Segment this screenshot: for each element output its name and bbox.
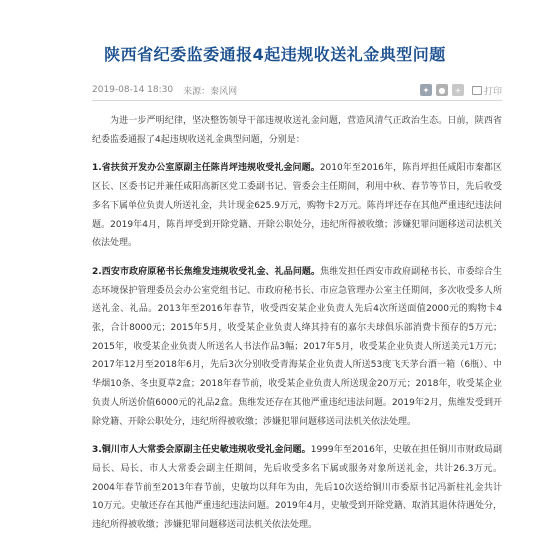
article-source: 来源：秦风网 bbox=[183, 86, 238, 97]
case-body-1: 2010年至2016年，陈肖坪担任咸阳市秦都区区长、区委书记并兼任咸阳高新区党工委副书记、管委会主任期间，利用中秋、春节等节日，先后收受多名下属单位负责人所送礼金，共计现金625.9万元，购物卡2万元。陈肖坪还存在其他严重违纪违法问题。2019年4月，陈肖坪受到开除党籍、开除公职处分，违纪所得被收缴；涉嫌犯罪问题移送司法机关依法处理。 bbox=[92, 163, 503, 249]
article-intro: 为进一步严明纪律，坚决整饬领导干部违规收送礼金问题，营造风清气正政治生态。日前，陕西省纪委监委通报了4起违规收送礼金典型问题，分别是： bbox=[92, 116, 502, 145]
share-toolbar bbox=[420, 84, 502, 97]
case-heading-2: 2.西安市政府原秘书长焦维发违规收受礼金、礼品问题。 bbox=[92, 266, 321, 277]
article-body bbox=[92, 112, 502, 545]
header-divider bbox=[92, 100, 502, 101]
article-meta bbox=[92, 80, 502, 100]
case-paragraph-2 bbox=[92, 263, 502, 431]
print-button[interactable] bbox=[472, 84, 502, 97]
print-label: 打印 bbox=[483, 86, 502, 97]
case-paragraph-3 bbox=[92, 441, 502, 535]
share-more-icon[interactable]: + bbox=[452, 84, 464, 96]
case-body-2: 焦维发担任西安市政府副秘书长、市委综合生态环境保护管理委员会办公室党组书记、市政府秘书长、市应急管理办公室主任期间，多次收受多人所送礼金、礼品。2013年至2016年春节，收受西安某企业负责人先后4次所送面值2000元的购物卡4张，合计8000元；2015年5月，收受某企业负责人绛其持有的嘉尔夫球俱乐部消费卡预存的5万元；2015年，收受某企业负责人所送名人书法作品3幅；2017年5月，收受某企业负责人所送美元1万元；2017年12月至2018年6月，先后3次分别收受青海某企业负责人所送53度飞天茅台酒一箱（6瓶）、中华烟10条、冬虫夏草2盒；2018年春节前，收受某企业负责人所送现金20万元；2018年，收受某企业负责人所送价值6000元的礼品2盒。焦维发还存在其他严重违纪违法问题。2019年2月，焦维发受到开除党籍、开除公职处分，违纪所得被收缴；涉嫌犯罪问题移送司法机关依法处理。 bbox=[92, 266, 502, 427]
case-heading-1: 1.省扶贫开发办公室原副主任陈肖坪违规收受礼金问题。 bbox=[92, 163, 320, 174]
printer-icon bbox=[472, 86, 482, 95]
case-paragraph-1 bbox=[92, 159, 502, 253]
share-weibo-icon[interactable]: ✦ bbox=[420, 84, 432, 96]
article-title: 陕西省纪委监委通报4起违规收送礼金典型问题 bbox=[104, 45, 446, 64]
publish-date: 2019-08-14 18:30 bbox=[92, 85, 174, 95]
share-wechat-icon[interactable]: ● bbox=[436, 84, 448, 96]
case-body-3: 1999年至2016年，史敏在担任铜川市财政局副局长、局长、市人大常委会副主任期间，先后收受多名下属或服务对象所送礼金，共计26.3万元。2004年春节前至2013年春节前，史敏均以拜年为由，先后10次送给铜川市委原书记冯新柱礼金共计10万元。史敏还存在其他严重违纪违法问题。2019年4月，史敏受到开除党籍、取消其退休待遇处分，违纪所得被收缴；涉嫌犯罪问题移送司法机关依法处理。 bbox=[92, 445, 502, 531]
case-heading-3: 3.铜川市人大常委会原副主任史敏违规收受礼金问题。 bbox=[92, 445, 311, 456]
